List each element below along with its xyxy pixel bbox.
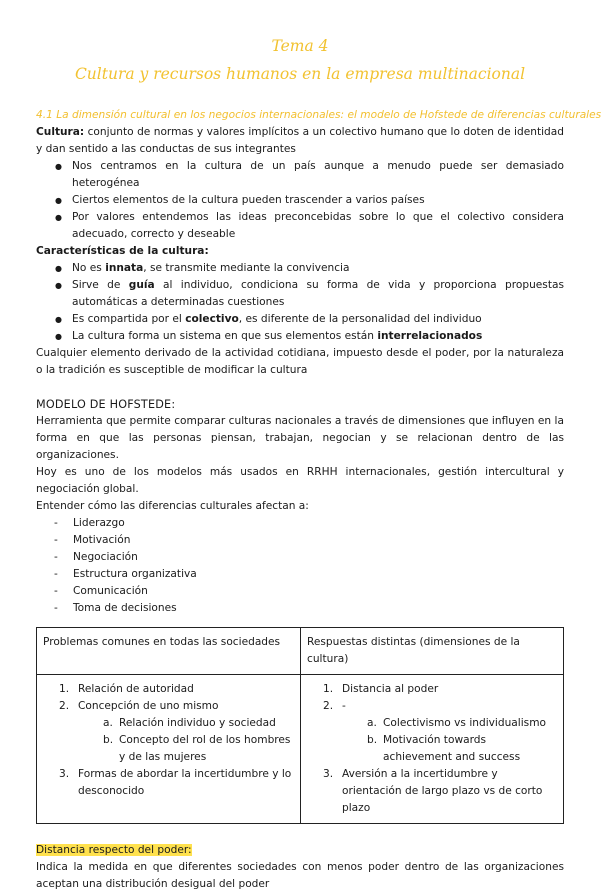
list-item: ● No es innata, se transmite mediante la convivencia — [36, 260, 564, 277]
list-item: ● Nos centramos en la cultura de un país aunque a menudo puede ser demasiado heterogénea — [36, 158, 564, 192]
hofstede-paragraph-3: Entender cómo las diferencias culturales afectan a: — [36, 500, 309, 512]
cultura-bullet-list — [36, 158, 564, 243]
closing-paragraph: Cualquier elemento derivado de la actividad cotidiana, impuesto desde el poder, por la naturaleza o la tradición es susceptible de modificar la cultura — [36, 347, 564, 376]
list-item: a. Relación individuo y sociedad — [103, 717, 276, 729]
list-item: - Toma de decisiones — [36, 600, 564, 617]
list-item: ● Por valores entendemos las ideas preconcebidas sobre lo que el colectivo considera adecuado, correcto y deseable — [36, 209, 564, 243]
hofstede-dash-list — [36, 515, 564, 617]
table-cell-responses — [301, 675, 564, 824]
list-item: a. Colectivismo vs individualismo — [367, 717, 546, 729]
hofstede-paragraph-2: Hoy es uno de los modelos más usados en RRHH internacionales, gestión intercultural y negociación global. — [36, 466, 564, 495]
table-header-row — [37, 628, 564, 675]
caracteristicas-list — [36, 260, 564, 345]
hofstede-paragraph-1: Herramienta que permite comparar culturas nacionales a través de dimensiones que influyen en la forma en que las personas piensan, trabajan, negocian y se relacionan dentro de las organizaciones. — [36, 415, 564, 461]
list-item: - Liderazgo — [36, 515, 564, 532]
page-title: Tema 4 — [271, 37, 329, 55]
list-item: - Motivación — [36, 532, 564, 549]
table-cell-problems — [37, 675, 301, 824]
list-item: 2. - a. Colectivismo vs individualismo b. Motivación towards achievement and success — [307, 698, 557, 766]
list-item: - Comunicación — [36, 583, 564, 600]
list-item: 1. Distancia al poder — [323, 683, 439, 695]
section-heading: 4.1 La dimensión cultural en los negocios internacionales: el modelo de Hofstede de diferencias culturales — [36, 109, 601, 121]
table-header-problems: Problemas comunes en todas las sociedades — [37, 628, 301, 675]
power-distance-text: Indica la medida en que diferentes sociedades con menos poder dentro de las organizaciones aceptan una distribución desigual del poder — [36, 861, 564, 890]
list-item: - Estructura organizativa — [36, 566, 564, 583]
list-item: ● Ciertos elementos de la cultura pueden trascender a varios países — [36, 192, 564, 209]
page-subtitle: Cultura y recursos humanos en la empresa multinacional — [74, 65, 526, 83]
cultura-def-text: conjunto de normas y valores implícitos a un colectivo humano que lo doten de identidad y dan sentido a las conductas de sus integrantes — [36, 126, 564, 155]
list-item: ● Sirve de guía al individuo, condiciona su forma de vida y proporciona propuestas automáticas a determinadas cuestiones — [36, 277, 564, 311]
hofstede-heading: MODELO DE HOFSTEDE: — [36, 398, 176, 411]
cultura-definition — [36, 124, 564, 158]
caracteristicas-heading: Características de la cultura: — [36, 245, 209, 257]
hofstede-table — [36, 627, 564, 824]
cultura-term: Cultura: — [36, 126, 85, 138]
table-row — [37, 675, 564, 824]
list-item: - Negociación — [36, 549, 564, 566]
list-item: 2. Concepción de uno mismo a. Relación individuo y sociedad b. Concepto del rol de los hombres y de las mujeres — [43, 698, 294, 766]
power-distance-heading: Distancia respecto del poder: — [36, 844, 192, 856]
table-header-responses: Respuestas distintas (dimensiones de la cultura) — [301, 628, 564, 675]
list-item: b. Motivación towards achievement and success — [367, 734, 521, 763]
list-item: 3. Formas de abordar la incertidumbre y lo desconocido — [59, 768, 292, 797]
list-item: ● Es compartida por el colectivo, es diferente de la personalidad del individuo — [36, 311, 564, 328]
list-item: 1. Relación de autoridad — [59, 683, 194, 695]
list-item: b. Concepto del rol de los hombres y de las mujeres — [103, 734, 291, 763]
document-body — [36, 107, 601, 893]
list-item: ● La cultura forma un sistema en que sus elementos están interrelacionados — [36, 328, 564, 345]
list-item: 3. Aversión a la incertidumbre y orientación de largo plazo vs de corto plazo — [323, 768, 543, 814]
